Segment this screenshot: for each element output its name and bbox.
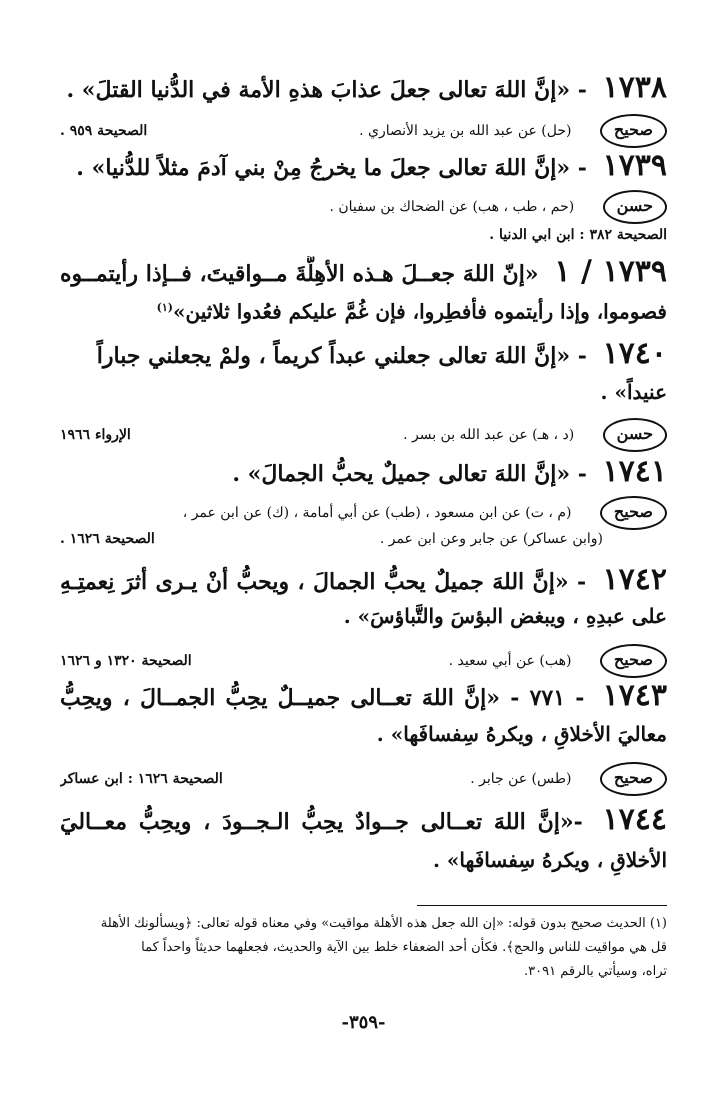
hadith-text-line1: - «إنَّ اللهَ تعالى جعلني عبداً كريماً ، ولمْ يجعلني جباراً <box>96 343 587 369</box>
footnote-line: قل هي مواقيت للناس والحج﴾. فكأن أحد الضعفاء خلط بين الآية والحديث، فجعلهما حديثاً واحداً كما <box>141 940 667 955</box>
hadith-1744 <box>60 804 667 838</box>
hadith-number: ١٧٤٠ <box>602 338 667 371</box>
hadith-source-line1: (م ، ت) عن ابن مسعود ، (طب) عن أبي أمامة ، (ك) عن ابن عمر ، <box>182 505 572 521</box>
hadith-source: (طس) عن جابر . <box>470 771 572 787</box>
grade-badge: حسن <box>603 418 667 452</box>
hadith-source: (د ، هـ) عن عبد الله بن بسر . <box>403 427 575 443</box>
hadith-text-line1: -«إنَّ اللهَ تعــالى جــوادٌ يحِبُّ الـجــودَ ، ويحِبُّ معــاليَ <box>60 809 583 835</box>
hadith-text-line1: - «إنَّ اللهَ جميلٌ يحبُّ الجمالَ ، ويحبُّ أنْ يـرى أثرَ نِعمتِـهِ <box>60 569 587 595</box>
hadith-1743-meta <box>60 762 667 796</box>
hadith-1739-1-line2 <box>60 292 667 328</box>
hadith-1740 <box>60 338 667 372</box>
hadith-source: (حل) عن عبد الله بن يزيد الأنصاري . <box>359 123 572 139</box>
hadith-1742 <box>60 564 667 598</box>
hadith-text-line2: معاليَ الأخلاقِ ، ويكرهُ سِفسافَها» . <box>376 722 667 746</box>
hadith-number: ١٧٤٣ <box>602 680 667 713</box>
hadith-text: - «إنَّ اللهَ تعالى جعلَ ما يخرجُ مِنْ بني آدمَ مثلاً للدُّنيا» . <box>76 155 587 181</box>
hadith-1744-line2 <box>60 844 667 876</box>
hadith-reference: الصحيحة ١٣٢٠ و ١٦٢٦ <box>60 653 192 669</box>
grade-badge: حسن <box>603 190 667 224</box>
footnote <box>60 912 667 984</box>
hadith-1742-meta <box>60 644 667 678</box>
hadith-text: - «إنَّ اللهَ تعالى جعلَ عذابَ هذهِ الأمة في الدُّنيا القتلَ» . <box>66 77 587 103</box>
hadith-text-line2: عنيداً» . <box>600 380 667 404</box>
hadith-1741-meta-2 <box>60 526 667 552</box>
hadith-1742-line2 <box>60 600 667 632</box>
hadith-source: (حم ، طب ، هب) عن الضحاك بن سفيان . <box>329 199 575 215</box>
hadith-reference: الإرواء ١٩٦٦ <box>60 427 131 443</box>
hadith-number: ١٧٣٩ <box>602 150 667 183</box>
hadith-text-line2: على عبدِهِ ، ويبغض البؤسَ والتَّباؤسَ» . <box>343 604 667 628</box>
hadith-number: ١٧٤٤ <box>602 804 667 837</box>
hadith-1739-ref-line <box>60 222 667 248</box>
grade-badge: صحيح <box>600 762 667 796</box>
footnote-line: (١) الحديث صحيح بدون قوله: «إن الله جعل هذه الأهلة مواقيت» وفي معناه قوله تعالى: ﴿ويسألونك الأهلة <box>100 916 667 931</box>
hadith-text-line1: - ٧٧١ - «إنَّ اللهَ تعــالى جميــلٌ يحِبُّ الجمــالَ ، ويحِبُّ <box>60 685 585 711</box>
page-number: -٣٥٩- <box>341 1012 386 1033</box>
hadith-1738-meta <box>60 114 667 148</box>
footnote-line: تراه، وسيأتي بالرقم ٣٠٩١. <box>524 964 667 979</box>
hadith-1743-line2 <box>60 718 667 750</box>
hadith-1739-1 <box>60 256 667 290</box>
footnote-divider <box>417 905 667 906</box>
hadith-number: ١٧٤١ <box>602 456 667 489</box>
hadith-reference: الصحيحة ٩٥٩ . <box>60 123 148 139</box>
hadith-text-line1: «إنّ اللهَ جعــلَ هـذه الأهِلَّةَ مــواقيتَ، فــإذا رأيتمــوه <box>60 261 539 287</box>
hadith-reference: الصحيحة ١٦٢٦ . <box>60 531 155 547</box>
grade-badge: صحيح <box>600 644 667 678</box>
hadith-reference: الصحيحة ١٦٢٦ : ابن عساكر <box>60 771 223 787</box>
hadith-reference: الصحيحة ٣٨٢ : ابن ابي الدنيا . <box>489 227 667 243</box>
hadith-1740-meta <box>60 418 667 452</box>
grade-badge: صحيح <box>600 496 667 530</box>
grade-badge: صحيح <box>600 114 667 148</box>
hadith-text: - «إنَّ اللهَ تعالى جميلٌ يحبُّ الجمالَ» . <box>232 461 587 487</box>
hadith-text-line2: فصوموا، وإذا رأيتموه فأفطِروا، فإن غُمَّ عليكم فعُدوا ثلاثين» <box>173 299 667 324</box>
hadith-source-line2: (وابن عساكر) عن جابر وعن ابن عمر . <box>379 531 603 547</box>
hadith-number: ١٧٤٢ <box>602 564 667 597</box>
hadith-1741-meta <box>60 496 667 530</box>
hadith-text-line2: الأخلاقِ ، ويكرهُ سِفسافَها» . <box>432 848 667 872</box>
hadith-number: ١٧٣٩ / ١ <box>554 256 667 289</box>
hadith-number: ١٧٣٨ <box>602 72 667 105</box>
hadith-1739 <box>60 150 667 184</box>
footnote-marker: (١) <box>156 301 173 314</box>
hadith-1741 <box>60 456 667 490</box>
hadith-source: (هب) عن أبي سعيد . <box>448 653 572 669</box>
hadith-1738 <box>60 72 667 106</box>
hadith-1743 <box>60 680 667 714</box>
hadith-1739-meta <box>60 190 667 224</box>
hadith-1740-line2 <box>60 376 667 408</box>
